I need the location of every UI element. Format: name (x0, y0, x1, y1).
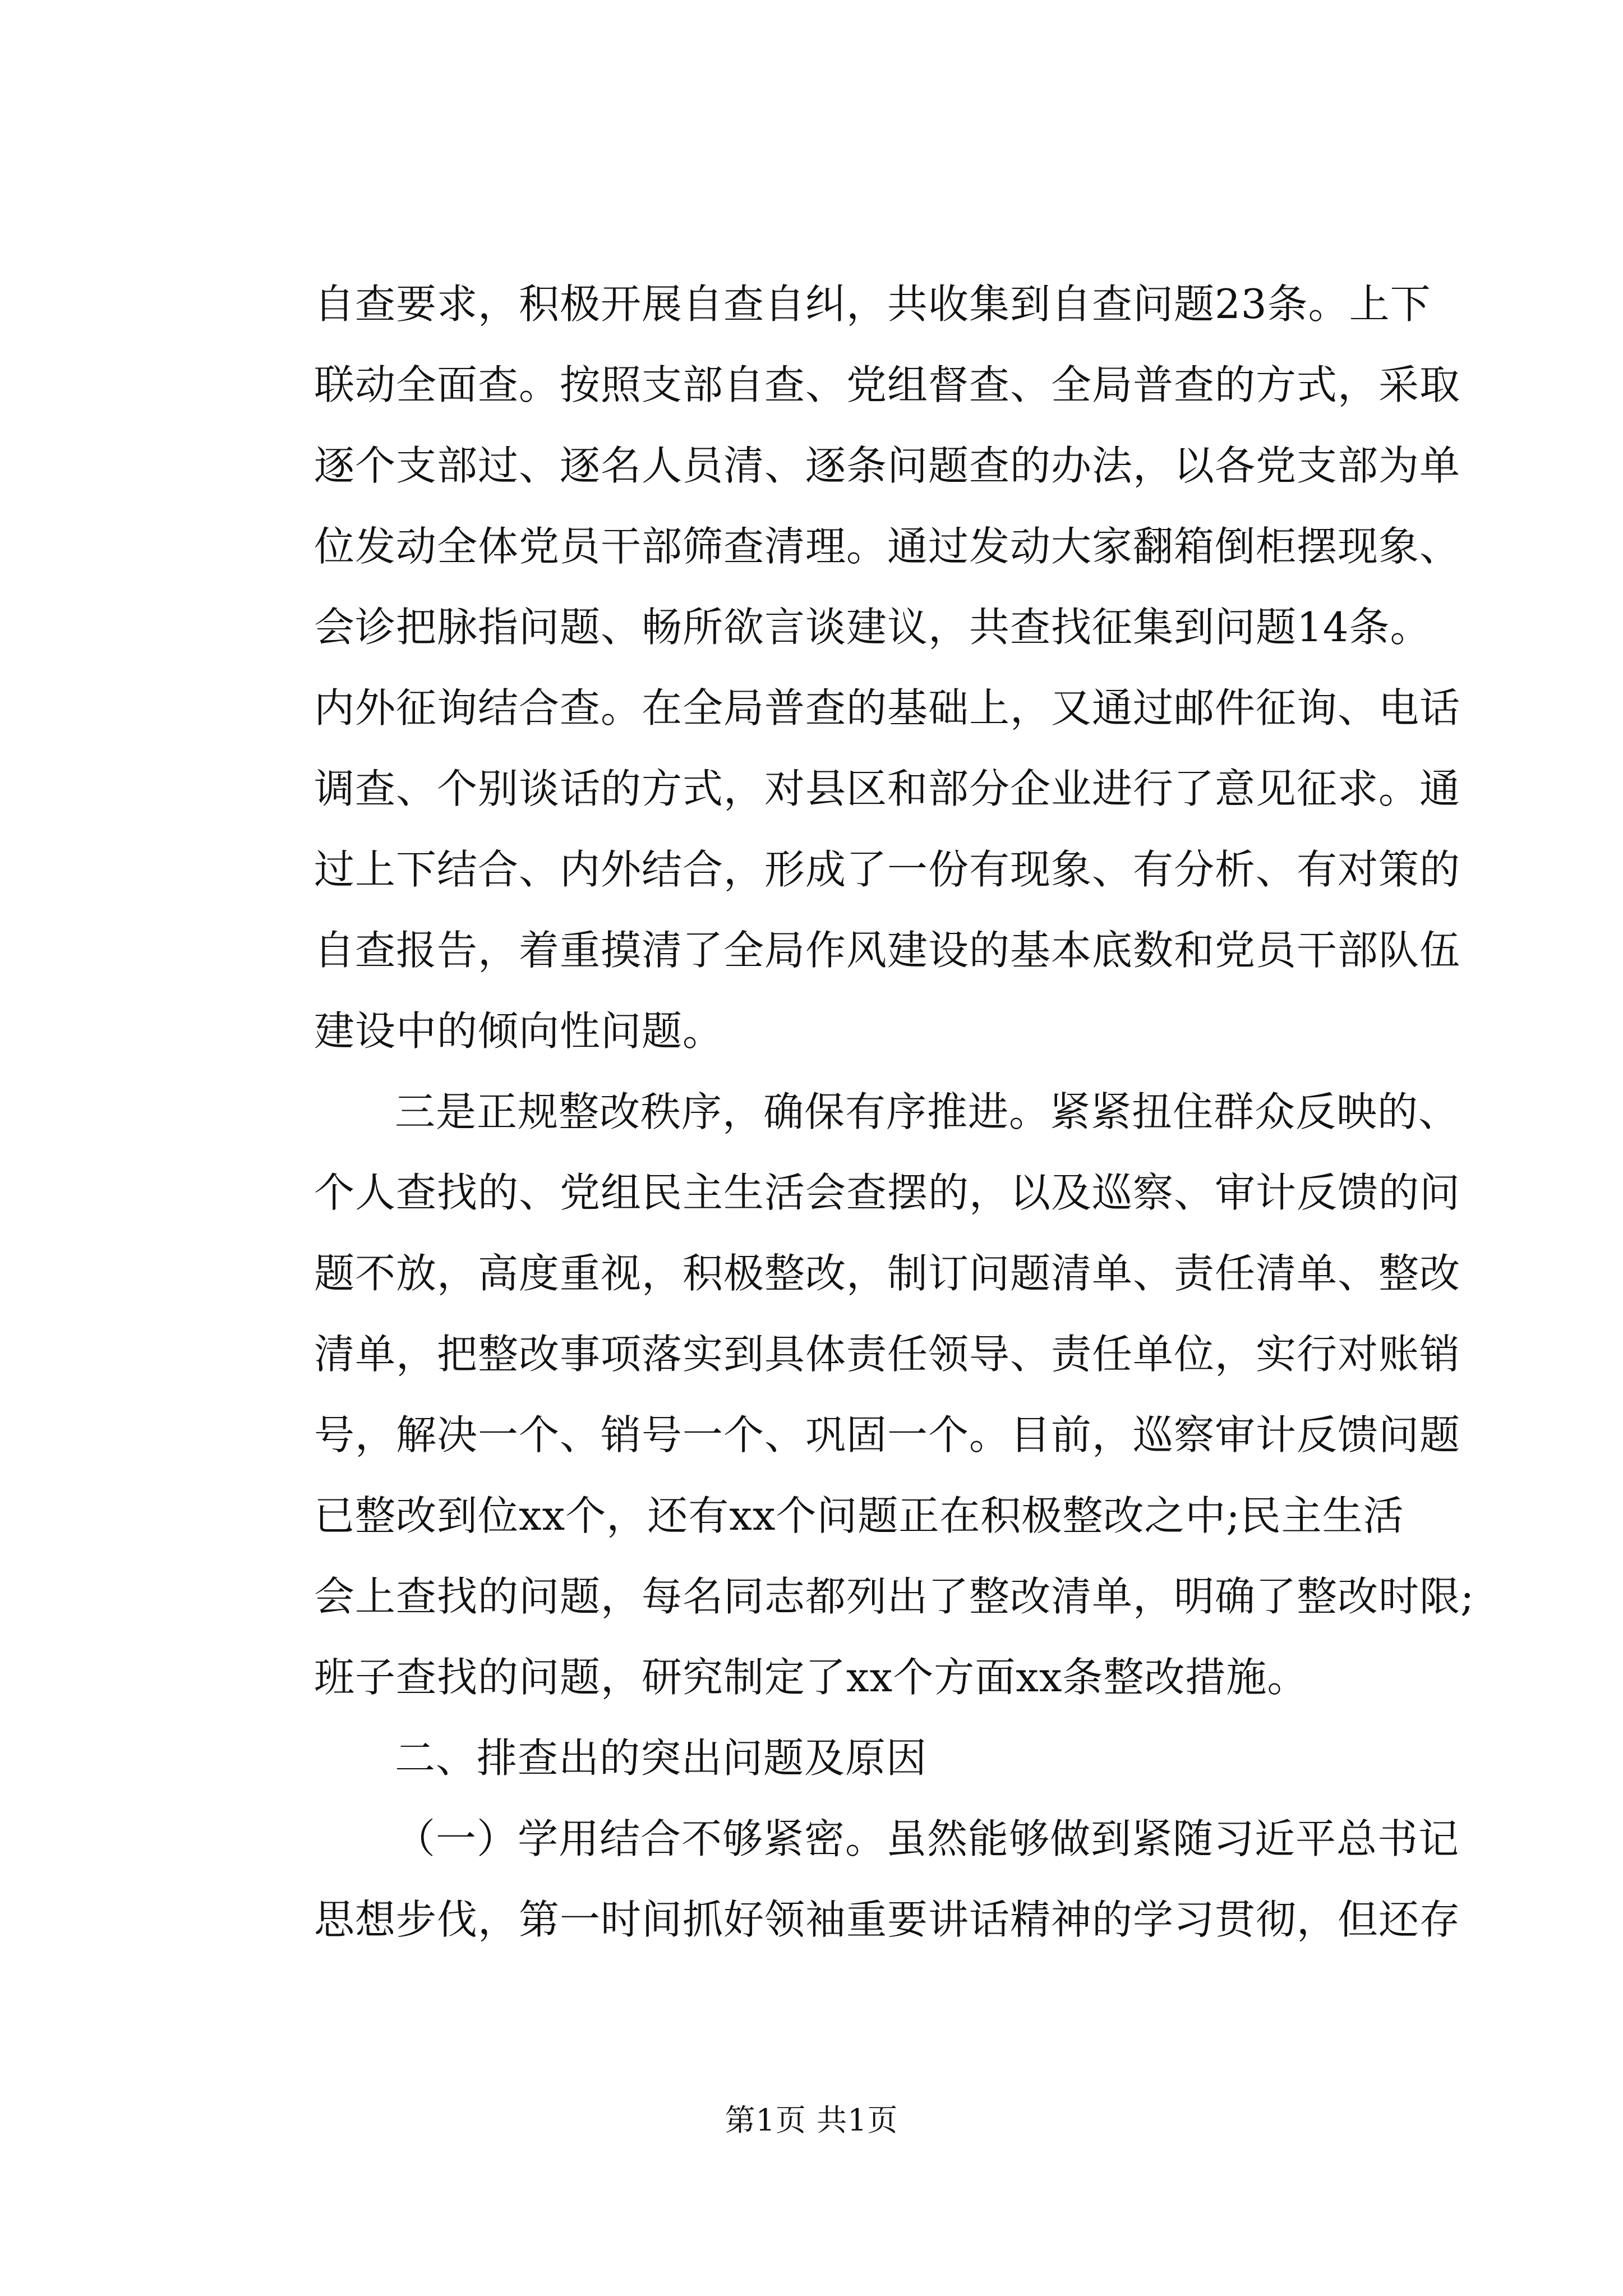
text-line: 题不放，高度重视，积极整改，制订问题清单、责任清单、整改 (314, 1250, 1461, 1297)
document-body (314, 264, 1475, 1960)
text-line: 过上下结合、内外结合，形成了一份有现象、有分析、有对策的 (314, 846, 1461, 893)
text-line: 建设中的倾向性问题。 (314, 1007, 724, 1055)
text-line: （一）学用结合不够紧密。虽然能够做到紧随习近平总书记 (395, 1815, 1460, 1862)
text-line: 个人查找的、党组民主生活会查摆的，以及巡察、审计反馈的问 (314, 1169, 1461, 1216)
text-line: 会上查找的问题，每名同志都列出了整改清单，明确了整改时限; (314, 1573, 1475, 1620)
text-line: 逐个支部过、逐名人员清、逐条问题查的办法，以各党支部为单 (314, 442, 1461, 489)
text-line: 调查、个别谈话的方式，对县区和部分企业进行了意见征求。通 (314, 765, 1461, 812)
text-line: 自查要求，积极开展自查自纠，共收集到自查问题23条。上下 (314, 280, 1431, 328)
text-line: 三是正规整改秩序，确保有序推进。紧紧扭住群众反映的、 (395, 1088, 1460, 1135)
text-line: 已整改到位xx个，还有xx个问题正在积极整改之中;民主生活 (314, 1492, 1404, 1539)
text-line: 号，解决一个、销号一个、巩固一个。目前，巡察审计反馈问题 (314, 1411, 1461, 1458)
text-line: 清单，把整改事项落实到具体责任领导、责任单位，实行对账销 (314, 1331, 1461, 1378)
text-line: 二、排查出的突出问题及原因 (395, 1734, 928, 1782)
page-footer: 第1页 共1页 (725, 2102, 898, 2138)
text-line: 班子查找的问题，研究制定了xx个方面xx条整改措施。 (314, 1654, 1308, 1701)
text-line: 位发动全体党员干部筛查清理。通过发动大家翻箱倒柜摆现象、 (314, 523, 1461, 570)
text-line: 思想步伐，第一时间抓好领袖重要讲话精神的学习贯彻，但还存 (314, 1896, 1461, 1943)
text-line: 内外征询结合查。在全局普查的基础上，又通过邮件征询、电话 (314, 684, 1461, 731)
text-line: 自查报告，着重摸清了全局作风建设的基本底数和党员干部队伍 (314, 927, 1461, 974)
text-line: 会诊把脉指问题、畅所欲言谈建议，共查找征集到问题14条。 (314, 604, 1431, 651)
text-line: 联动全面查。按照支部自查、党组督查、全局普查的方式，采取 (314, 361, 1461, 408)
